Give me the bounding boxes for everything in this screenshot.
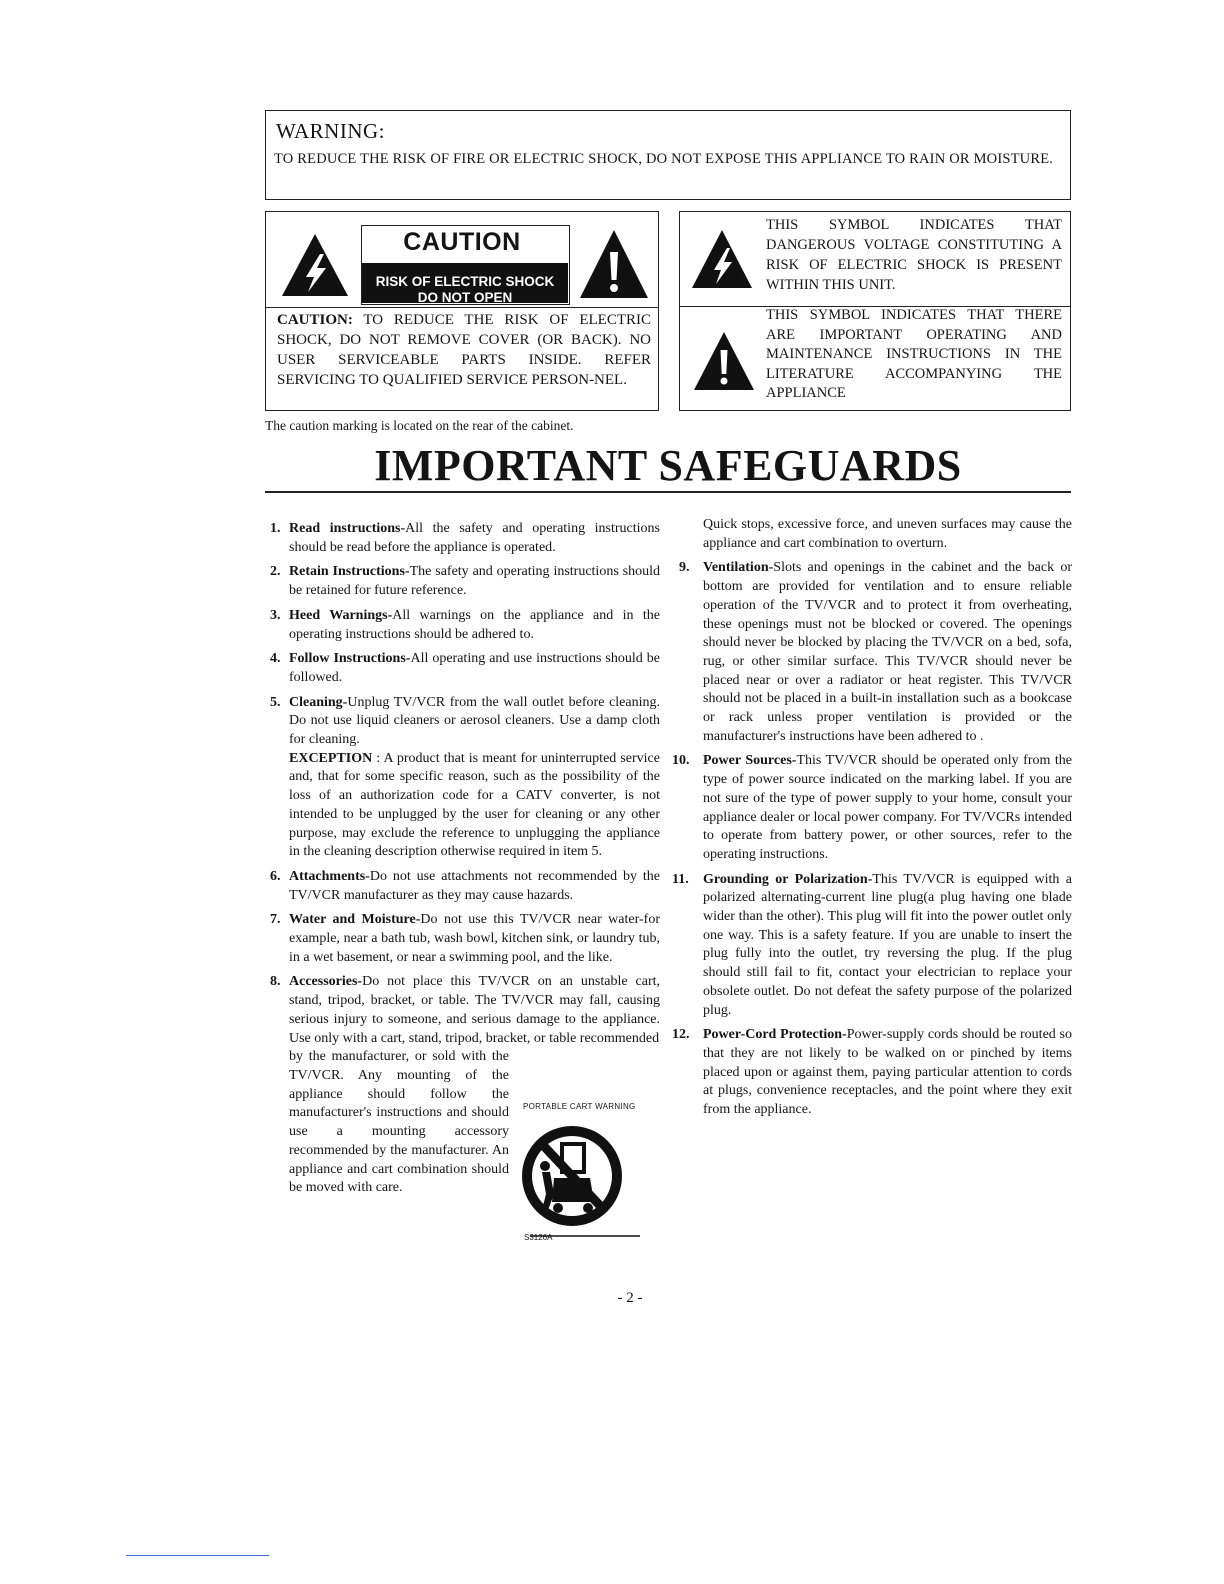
item-lead: Heed Warnings- bbox=[289, 607, 393, 623]
title-rule bbox=[265, 491, 1071, 493]
safeguards-right-column bbox=[672, 516, 1073, 1126]
item-text: Do not use attachments not recommended by the TV/VCR manufacturer as they may cause hazards. bbox=[289, 868, 660, 903]
warning-title: WARNING: bbox=[276, 119, 385, 143]
safeguard-item-2 bbox=[270, 563, 660, 600]
item-lead: Read instructions- bbox=[289, 521, 406, 536]
item-number: 5. bbox=[270, 694, 281, 710]
caution-text-lead: CAUTION: bbox=[277, 312, 353, 328]
safeguard-item-1 bbox=[270, 520, 660, 557]
item-lead: Attachments- bbox=[289, 868, 370, 884]
item-number: 7. bbox=[270, 912, 281, 928]
safeguard-item-7 bbox=[270, 911, 660, 967]
portable-cart-warning bbox=[520, 1102, 650, 1252]
safeguard-item-8-end: Quick stops, excessive force, and uneven surfaces may cause the appliance and cart combination to overturn. bbox=[703, 517, 1072, 551]
safeguard-item-9 bbox=[679, 559, 1072, 746]
item-lead: Follow Instructions- bbox=[289, 651, 411, 667]
item-number: 12. bbox=[672, 1027, 690, 1043]
item-text: Do not use this TV/VCR near water-for example, near a bath tub, wash bowl, kitchen sink, or laundry tub, in a wet basement, or near a swimming pool, and the like. bbox=[289, 912, 660, 965]
electric-shock-symbol-icon bbox=[690, 228, 754, 290]
caution-label-line2: DO NOT OPEN bbox=[417, 290, 513, 305]
safeguard-item-10 bbox=[672, 752, 1072, 864]
item-number: 8. bbox=[270, 974, 281, 990]
item-text: All warnings on the appliance and in the operating instructions should be adhered to. bbox=[289, 607, 660, 642]
caution-divider bbox=[266, 307, 658, 308]
safeguard-item-11 bbox=[672, 871, 1073, 1021]
item-number: 9. bbox=[679, 560, 690, 576]
item-lead: Ventilation- bbox=[703, 560, 774, 576]
caution-text-body: TO REDUCE THE RISK OF ELECTRIC SHOCK, DO NOT REMOVE COVER (OR BACK). NO USER SERVICEABLE PARTS INSIDE. REFER SERVICING TO QUALIFIED SERVICE PERSON-NEL. bbox=[277, 312, 651, 388]
bottom-rule bbox=[126, 1555, 269, 1556]
electric-shock-warning-icon bbox=[280, 232, 350, 298]
caution-text bbox=[277, 310, 651, 390]
item-number: 3. bbox=[270, 607, 281, 623]
item-text: Unplug TV/VCR from the wall outlet before cleaning. Do not use liquid cleaners or aerosol cleaners. Use a damp cloth for cleaning. bbox=[289, 694, 660, 748]
item-text: Do not place this TV/VCR on an unstable cart, stand, tripod, bracket, or table. The TV/VCR may fall, causing serious injury to someone, and serious damage to the appliance. Use only with a cart, stand, tripod, bracket, or table recommended bbox=[289, 974, 660, 1046]
symbol-explanation-box bbox=[679, 211, 1071, 411]
item-number: 2. bbox=[270, 564, 281, 580]
item-number: 4. bbox=[270, 651, 281, 667]
cart-code: S3126A bbox=[524, 1233, 553, 1242]
item-number: 11. bbox=[672, 871, 689, 887]
warning-box bbox=[265, 110, 1071, 200]
item-lead: Grounding or Polarization- bbox=[703, 871, 873, 887]
safeguard-item-4 bbox=[270, 650, 660, 687]
lightning-symbol-text: THIS SYMBOL INDICATES THAT DANGEROUS VOLTAGE CONSTITUTING A RISK OF ELECTRIC SHOCK IS PRESENT WITHIN THIS UNIT. bbox=[766, 217, 1062, 293]
cart-tip-over-icon bbox=[520, 1118, 650, 1238]
item-lead: Water and Moisture- bbox=[289, 912, 421, 928]
item-text: Power-supply cords should be routed so that they are not likely to be walked on or pinched by items placed upon or against them, paying particular attention to cords at plugs, convenience receptacles, and the point where they exit from the appliance. bbox=[703, 1027, 1072, 1118]
item-text: This TV/VCR is equipped with a polarized alternating-current line plug(a plug having one blade wider than the other). This plug will fit into the power outlet only one way. This is a safety feature. If you are unable to insert the plug fully into the outlet, try reversing the plug. If the plug should still fail to fit, contact your electrician to replace your obsolete outlet. Do not defeat the safety purpose of the polarized plug. bbox=[703, 871, 1073, 1018]
safeguard-item-12 bbox=[672, 1026, 1072, 1120]
safeguard-item-6 bbox=[270, 868, 660, 905]
item-lead: Cleaning- bbox=[289, 694, 348, 710]
item-number: 1. bbox=[270, 521, 281, 536]
item-number: 10. bbox=[672, 753, 690, 769]
item-text: All operating and use instructions should be followed. bbox=[289, 651, 660, 685]
item-lead: Retain Instructions- bbox=[289, 564, 410, 580]
item-lead: Power Sources- bbox=[703, 753, 797, 769]
exception-lead: EXCEPTION bbox=[289, 750, 373, 766]
safeguard-item-3 bbox=[270, 607, 660, 644]
exclamation-warning-icon bbox=[578, 228, 650, 300]
safeguard-item-8-continued: by the manufacturer, or sold with the TV/VCR. Any mounting of the appliance should follow the manufacturer's instructions and should use a mounting accessory recommended by the manufacturer. An appliance and cart combination should be moved with care. bbox=[289, 1049, 509, 1196]
cart-caption: PORTABLE CART WARNING bbox=[523, 1102, 636, 1111]
page-title: IMPORTANT SAFEGUARDS bbox=[374, 441, 962, 490]
item-number: 6. bbox=[270, 868, 281, 884]
item-lead: Power-Cord Protection- bbox=[703, 1027, 847, 1043]
item-text: This TV/VCR should be operated only from the type of power source indicated on the marking label. If you are not sure of the type of power supply to your home, consult your appliance dealer or local power company. For TV/VCRs intended to operate from battery power, or other sources, refer to the operating instructions. bbox=[703, 753, 1072, 862]
item-lead: Accessories- bbox=[289, 974, 363, 990]
warning-text: TO REDUCE THE RISK OF FIRE OR ELECTRIC SHOCK, DO NOT EXPOSE THIS APPLIANCE TO RAIN OR MOISTURE. bbox=[274, 151, 1054, 167]
caution-label-word: CAUTION bbox=[403, 228, 521, 256]
caution-label bbox=[361, 225, 570, 305]
item-text: All the safety and operating instructions should be read before the appliance is operated. bbox=[289, 521, 661, 555]
item-text: The safety and operating instructions should be retained for future reference. bbox=[289, 564, 661, 599]
exception-text: : A product that is meant for uninterrupted service and, that for some specific reason, such as the possibility of the loss of an authorization code for a CATV converter, is not intended to be unplugged by the user for cleaning or any other purpose, may exclude the reference to unplugging the appliance in the cleaning description otherwise required in item 5. bbox=[289, 750, 660, 860]
exclamation-symbol-icon bbox=[692, 330, 756, 392]
caution-label-line1: RISK OF ELECTRIC SHOCK bbox=[375, 274, 555, 289]
safeguard-item-8 bbox=[270, 973, 660, 1048]
item-text: Slots and openings in the cabinet and the back or bottom are provided for ventilation and to ensure reliable operation of the TV/VCR and to protect it from overheating, these openings must not be blocked or covered. The openings should never be blocked by placing the TV/VCR on a bed, sofa, rug, or other similar surface. This TV/VCR should never be placed near or over a radiator or heat register. This TV/VCR should not be placed in a built-in installation such as a bookcase or rack unless proper ventilation is provided or the manufacturer's instructions have been adhered to . bbox=[703, 560, 1072, 744]
exclamation-symbol-text: THIS SYMBOL INDICATES THAT THERE ARE IMPORTANT OPERATING AND MAINTENANCE INSTRUCTIONS IN THE LITERATURE ACCOMPANYING THE APPLIANCE bbox=[766, 307, 1062, 401]
exception-paragraph bbox=[270, 750, 660, 862]
page-number: - 2 - bbox=[617, 1290, 643, 1306]
safeguard-item-5 bbox=[270, 694, 660, 750]
cabinet-note: The caution marking is located on the rear of the cabinet. bbox=[265, 418, 574, 433]
caution-box bbox=[265, 211, 659, 411]
